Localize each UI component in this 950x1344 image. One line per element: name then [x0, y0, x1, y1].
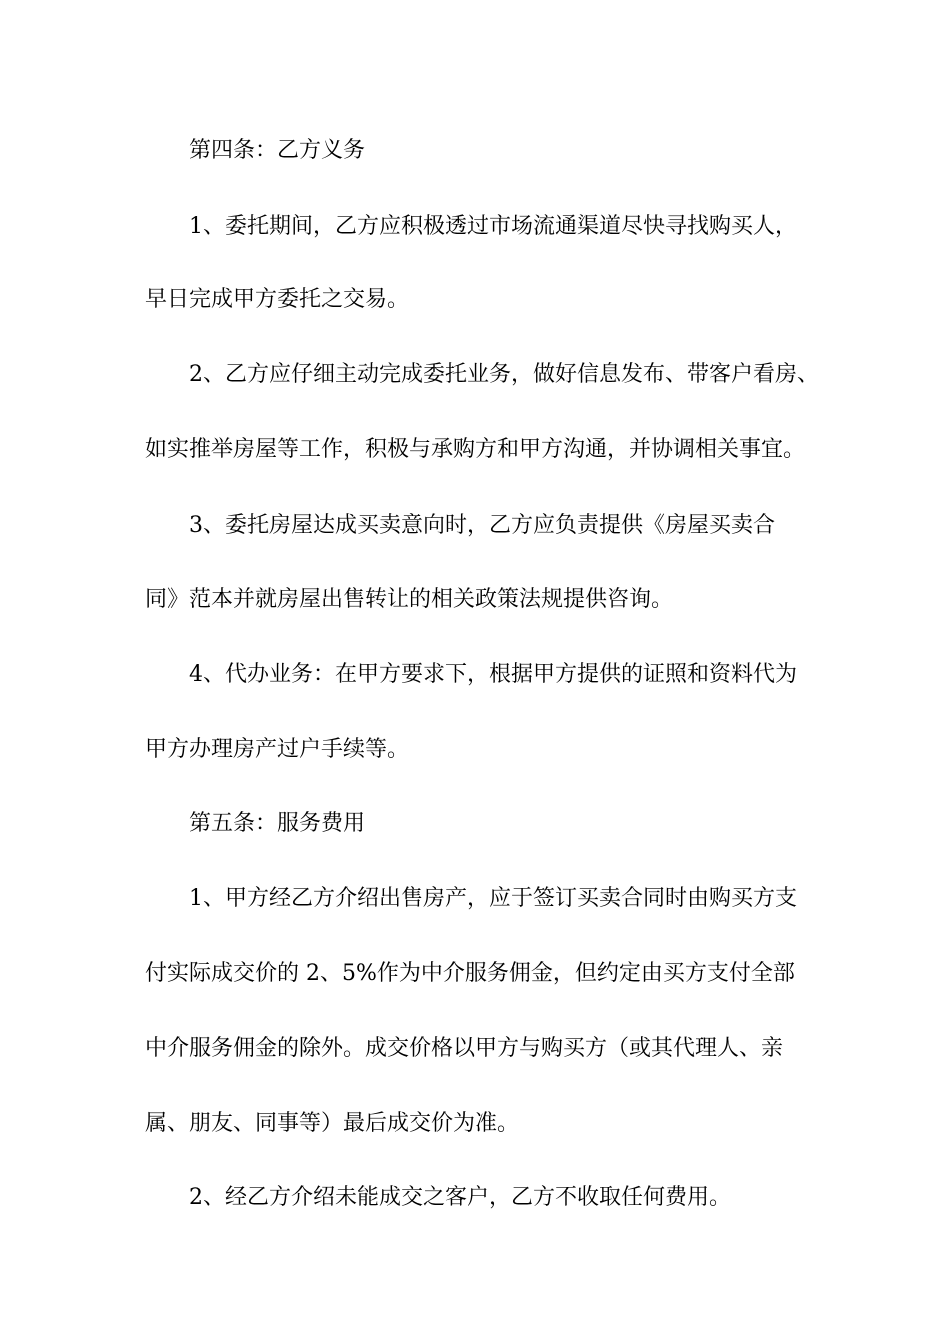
- paragraph-line: 付实际成交价的 2、5%作为中介服务佣金，但约定由买方支付全部: [145, 961, 795, 986]
- paragraph-line: 1、委托期间，乙方应积极透过市场流通渠道尽快寻找购买人，: [189, 214, 797, 239]
- paragraph-line: 中介服务佣金的除外。成交价格以甲方与购买方（或其代理人、亲: [145, 1036, 784, 1061]
- paragraph-line: 如实推举房屋等工作，积极与承购方和甲方沟通，并协调相关事宜。: [145, 437, 806, 462]
- paragraph-line: 甲方办理房产过户手续等。: [145, 737, 410, 762]
- paragraph-line: 4、代办业务：在甲方要求下，根据甲方提供的证照和资料代为: [189, 662, 797, 687]
- article-5-heading: 第五条：服务费用: [189, 811, 366, 836]
- paragraph-line: 1、甲方经乙方介绍出售房产，应于签订买卖合同时由购买方支: [189, 886, 797, 911]
- paragraph-line: 2、乙方应仔细主动完成委托业务，做好信息发布、带客户看房、: [189, 362, 819, 387]
- paragraph-line: 早日完成甲方委托之交易。: [145, 287, 410, 312]
- article-4-heading: 第四条：乙方义务: [189, 138, 366, 163]
- paragraph-line: 属、朋友、同事等）最后成交价为准。: [145, 1111, 520, 1136]
- paragraph-line: 同》范本并就房屋出售转让的相关政策法规提供咨询。: [145, 587, 674, 612]
- paragraph-line: 2、经乙方介绍未能成交之客户，乙方不收取任何费用。: [189, 1185, 731, 1210]
- paragraph-line: 3、委托房屋达成买卖意向时，乙方应负责提供《房屋买卖合: [189, 513, 775, 538]
